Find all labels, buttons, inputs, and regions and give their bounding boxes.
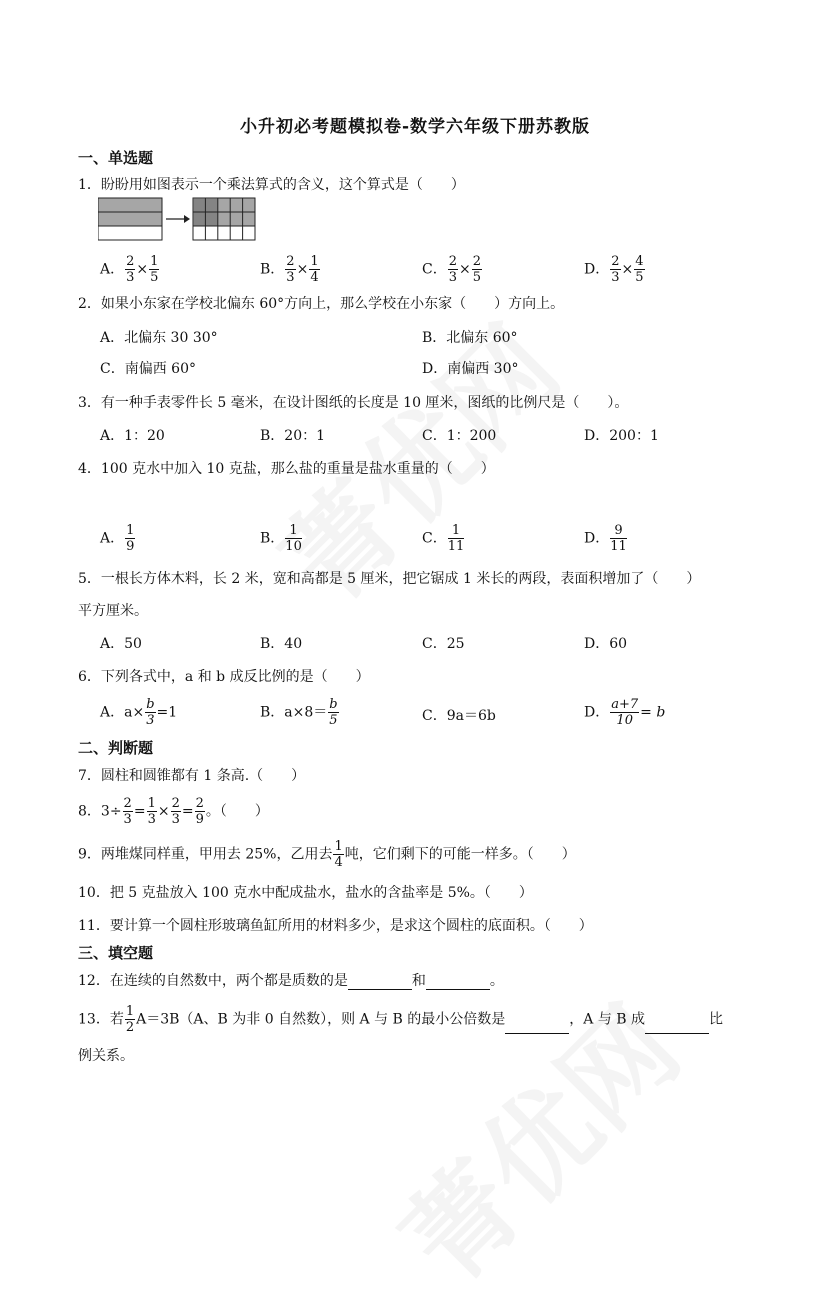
question-1: 1．盼盼用如图表示一个乘法算式的含义，这个算式是（ ） — [78, 177, 465, 193]
question-8: 8．3÷ $\frac{2}{3}$ = $\frac{1}{3}$ × $\frac{2}{3}$ = $\frac{2}{9}$ 。（ ） — [78, 796, 269, 827]
q2-option-b[interactable]: B．北偏东 60° — [422, 330, 518, 346]
q5-option-a[interactable]: A．50 — [100, 636, 142, 652]
section-heading-true-false: 二、判断题 — [78, 739, 154, 757]
q4-option-a[interactable]: A． $\frac{1}{9}$ — [100, 523, 135, 554]
page-title: 小升初必考题模拟卷-数学六年级下册苏教版 — [239, 117, 591, 137]
q6-option-a[interactable]: A．a× $\frac{b}{3}$ =1 — [100, 697, 178, 728]
q4-option-b[interactable]: B． $\frac{1}{10}$ — [260, 523, 302, 554]
question-6: 6．下列各式中，a 和 b 成反比例的是（ ） — [78, 669, 370, 685]
answer-blank-2[interactable] — [426, 975, 490, 990]
answer-blank-lcm[interactable] — [505, 1019, 569, 1034]
question-4: 4．100 克水中加入 10 克盐，那么盐的重量是盐水重量的（ ） — [78, 461, 495, 477]
q2-option-a[interactable]: A．北偏东 30 30° — [100, 330, 218, 346]
q3-option-a[interactable]: A．1：20 — [100, 428, 165, 444]
q5-option-d[interactable]: D．60 — [584, 636, 628, 652]
q2-option-d[interactable]: D．南偏西 30° — [422, 361, 519, 377]
question-7: 7．圆柱和圆锥都有 1 条高.（ ） — [78, 768, 306, 784]
section-heading-fill-blank: 三、填空题 — [78, 944, 154, 962]
answer-blank-1[interactable] — [348, 975, 412, 990]
q4-option-d[interactable]: D． $\frac{9}{11}$ — [584, 523, 627, 554]
question-5-cont: 平方厘米。 — [78, 603, 148, 619]
q2-option-c[interactable]: C．南偏西 60° — [100, 361, 196, 377]
q6-option-b[interactable]: B．a×8＝ $\frac{b}{5}$ — [260, 697, 338, 728]
question-2: 2．如果小东家在学校北偏东 60°方向上，那么学校在小东家（ ）方向上。 — [78, 296, 565, 312]
q3-option-d[interactable]: D．200：1 — [584, 428, 659, 444]
question-11: 11．要计算一个圆柱形玻璃鱼缸所用的材料多少，是求这个圆柱的底面积。（ ） — [78, 918, 593, 934]
answer-blank-relation[interactable] — [645, 1019, 709, 1034]
q5-option-b[interactable]: B．40 — [260, 636, 303, 652]
q3-option-c[interactable]: C．1：200 — [422, 428, 497, 444]
question-10: 10．把 5 克盐放入 100 克水中配成盐水，盐水的含盐率是 5%。（ ） — [78, 885, 533, 901]
question-13-cont: 例关系。 — [78, 1048, 134, 1064]
figure-right-grid — [193, 198, 255, 240]
arrow-icon — [166, 215, 190, 223]
question-9: 9．两堆煤同样重，甲用去 25%，乙用去 $\frac{1}{4}$ 吨，它们剩下的可能一样多。（ ） — [78, 839, 576, 870]
question-1-figure — [98, 197, 263, 241]
question-12: 12．在连续的自然数中，两个都是质数的是 和 。 — [78, 973, 504, 989]
q6-option-d[interactable]: D． $\frac{a+7}{10}$ = b — [584, 697, 666, 728]
question-5: 5．一根长方体木料，长 2 米，宽和高都是 5 厘米，把它锯成 1 米长的两段，表面积增加了（ ） — [78, 571, 701, 587]
q1-option-b[interactable]: B． $\frac{2}{3}$ × $\frac{1}{4}$ — [260, 254, 319, 285]
section-heading-single-choice: 一、单选题 — [78, 149, 154, 167]
q1-option-a[interactable]: A． $\frac{2}{3}$ × $\frac{1}{5}$ — [100, 254, 159, 285]
q6-option-c[interactable]: C．9a＝6b — [422, 708, 496, 724]
question-3: 3．有一种手表零件长 5 毫米，在设计图纸的长度是 10 厘米，图纸的比例尺是（ ）。 — [78, 395, 629, 411]
q1-option-d[interactable]: D． $\frac{2}{3}$ × $\frac{4}{5}$ — [584, 254, 644, 285]
q3-option-b[interactable]: B．20：1 — [260, 428, 326, 444]
figure-left-rectangle — [98, 198, 162, 240]
q1-option-c[interactable]: C． $\frac{2}{3}$ × $\frac{2}{5}$ — [422, 254, 482, 285]
question-13: 13．若 $\frac{1}{2}$ A＝3B（A、B 为非 0 自然数），则 A 与 B 的最小公倍数是 ，A 与 B 成 比 — [78, 1004, 724, 1035]
q4-option-c[interactable]: C． $\frac{1}{11}$ — [422, 523, 465, 554]
q5-option-c[interactable]: C．25 — [422, 636, 465, 652]
